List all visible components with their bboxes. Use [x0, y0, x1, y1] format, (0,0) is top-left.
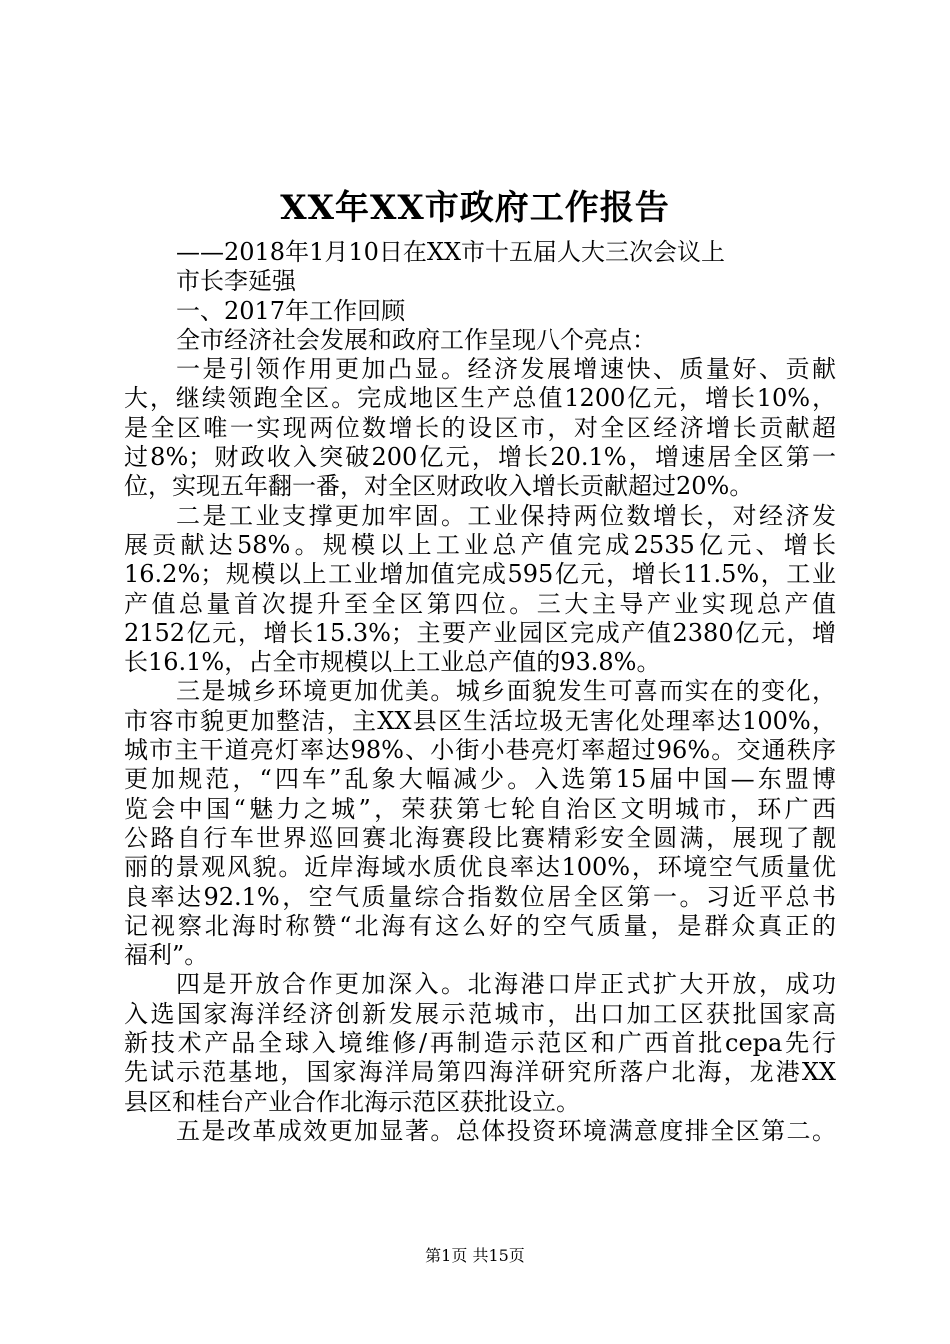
paragraph-line: 一是引领作用更加凸显。经济发展增速快、质量好、贡献 [176, 355, 836, 384]
paragraph-line: 公路自行车世界巡回赛北海赛段比赛精彩安全圆满，展现了靓 [124, 823, 836, 852]
paragraph-line: 入选国家海洋经济创新发展示范城市，出口加工区获批国家高 [124, 999, 836, 1028]
speaker-line: 市长李延强 [176, 267, 296, 296]
paragraph-line: 二是工业支撑更加牢固。工业保持两位数增长，对经济发 [176, 501, 836, 530]
paragraph-line: 位，实现五年翻一番，对全区财政收入增长贡献超过20%。 [124, 472, 754, 501]
paragraph-line: 览会中国“魅力之城”，荣获第七轮自治区文明城市，环广西 [124, 794, 836, 823]
paragraph-line: 新技术产品全球入境维修/再制造示范区和广西首批cepa先行 [124, 1029, 836, 1058]
paragraph-line: 良率达92.1%，空气质量综合指数位居全区第一。习近平总书 [124, 882, 836, 911]
paragraph-line: 三是城乡环境更加优美。城乡面貌发生可喜而实在的变化， [176, 677, 836, 706]
page-footer: 第1页 共15页 [425, 1246, 525, 1265]
paragraph-line: 是全区唯一实现两位数增长的设区市，对全区经济增长贡献超 [124, 413, 836, 442]
paragraph-4 [124, 970, 836, 1116]
paragraph-3 [124, 677, 836, 970]
paragraph-line: 长16.1%，占全市规模以上工业总产值的93.8%。 [124, 648, 661, 677]
paragraph-line: 四是开放合作更加深入。北海港口岸正式扩大开放，成功 [176, 970, 836, 999]
paragraph-line: 更加规范，“四车”乱象大幅减少。入选第15届中国—东盟博 [124, 765, 836, 794]
paragraph-line: 市容市貌更加整洁，主XX县区生活垃圾无害化处理率达100%， [124, 706, 836, 735]
paragraph-line: 城市主干道亮灯率达98%、小街小巷亮灯率超过96%。交通秩序 [124, 736, 836, 765]
paragraph-line: 大，继续领跑全区。完成地区生产总值1200亿元，增长10%， [124, 384, 836, 413]
paragraph-line: 县区和桂台产业合作北海示范区获批设立。 [124, 1087, 580, 1116]
paragraph-line: 福利”。 [124, 941, 209, 970]
paragraph-line: 产值总量首次提升至全区第四位。三大主导产业实现总产值 [124, 589, 836, 618]
paragraph-line: 先试示范基地，国家海洋局第四海洋研究所落户北海，龙港XX [124, 1058, 836, 1087]
paragraph-2 [124, 502, 836, 678]
paragraph-line: 16.2%；规模以上工业增加值完成595亿元，增长11.5%，工业 [124, 560, 836, 589]
document-body [124, 238, 836, 1146]
paragraph-line: 展贡献达58%。规模以上工业总产值完成2535亿元、增长 [124, 530, 836, 559]
paragraph-line: 2152亿元，增长15.3%；主要产业园区完成产值2380亿元，增 [124, 618, 836, 647]
paragraph-line: 过8%；财政收入突破200亿元，增长20.1%，增速居全区第一 [124, 443, 836, 472]
intro-line: 全市经济社会发展和政府工作呈现八个亮点： [176, 325, 656, 354]
document-subtitle: ——2018年1月10日在XX市十五届人大三次会议上 [176, 238, 726, 266]
paragraph-1 [124, 355, 836, 501]
paragraph-line: 五是改革成效更加显著。总体投资环境满意度排全区第二。 [176, 1116, 836, 1145]
paragraph-line: 记视察北海时称赞“北海有这么好的空气质量，是群众真正的 [124, 911, 836, 940]
paragraph-line: 丽的景观风貌。近岸海域水质优良率达100%，环境空气质量优 [124, 853, 836, 882]
document-title: XX年XX市政府工作报告 [280, 188, 670, 228]
paragraph-5 [124, 1117, 836, 1146]
section-heading: 一、2017年工作回顾 [176, 296, 406, 325]
